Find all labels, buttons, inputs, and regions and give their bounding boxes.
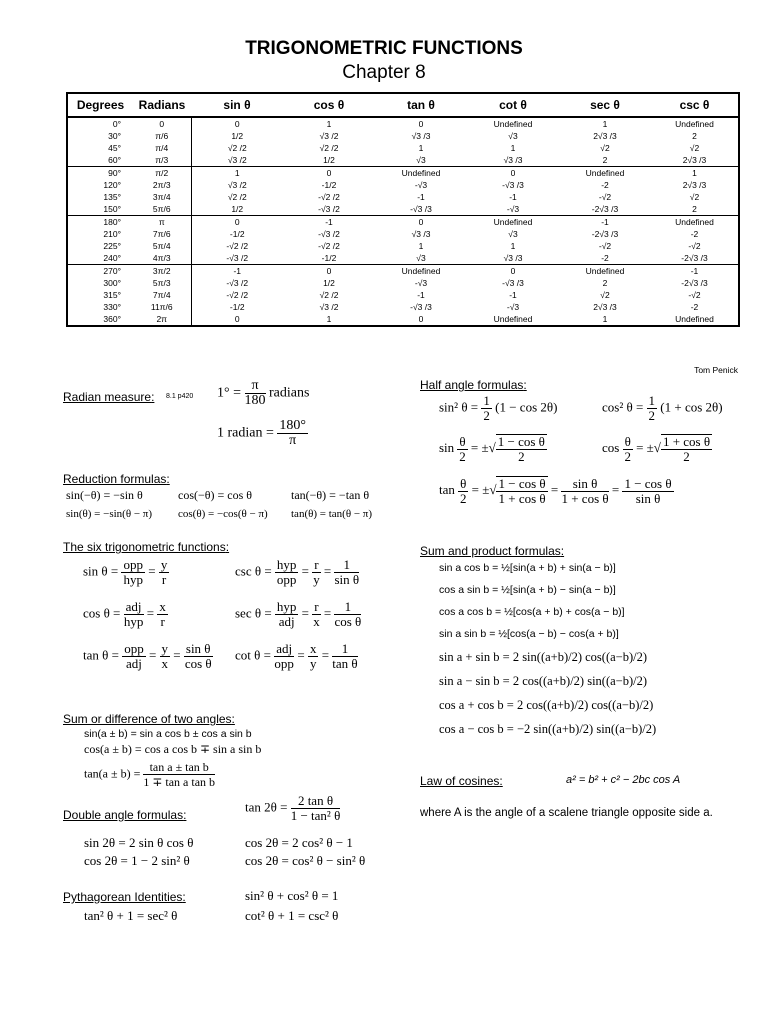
table-cell: -1/2	[229, 229, 245, 239]
table-row	[67, 289, 739, 301]
table-cell: 330°	[103, 302, 121, 312]
table-row	[67, 203, 739, 216]
reduction-line-1: sin(−θ) = −sin θ	[66, 488, 143, 502]
sec-definition: sec θ = $\frac{\text{hyp}}{\text{adj}}$ = $\frac{r}{x}$ = $\frac{1}{\text{cos θ}}$	[235, 599, 362, 629]
table-cell: √3 /2	[319, 302, 339, 312]
table-cell: 315°	[103, 290, 121, 300]
cos-sum-formula: cos(a ± b) = cos a cos b ∓ sin a sin b	[84, 742, 262, 756]
table-cell: Undefined	[651, 216, 739, 229]
table-cell: -√3 /2	[226, 253, 249, 263]
table-cell: -1	[509, 192, 517, 202]
table-cell: 3π/2	[133, 265, 191, 278]
law-of-cosines-heading: Law of cosines:	[420, 774, 503, 788]
sin-half-angle: sin $\frac{\theta}{2}$ = ±√ $\frac{\text{1 − cos θ}}{2}$	[439, 433, 545, 464]
pythagorean-identity-2: tan² θ + 1 = sec² θ	[84, 908, 178, 923]
column-header: tan θ	[375, 93, 467, 117]
table-cell: 90°	[67, 167, 133, 180]
table-row	[67, 117, 739, 130]
table-cell: -√3 /3	[502, 278, 524, 288]
table-cell: 0	[283, 167, 375, 180]
table-cell: √2	[600, 290, 610, 300]
table-cell: 5π/4	[133, 240, 191, 252]
table-cell: √3 /3	[503, 253, 523, 263]
table-cell: √3 /3	[503, 155, 523, 165]
tan-double-formula: tan 2θ = $\frac{\text{2 tan θ}}{\text{1 − tan² θ}}$	[245, 793, 341, 823]
column-header: Radians	[133, 93, 191, 117]
table-cell: -1	[509, 290, 517, 300]
table-cell: -√3 /3	[410, 204, 432, 214]
table-row	[67, 228, 739, 240]
table-row	[67, 130, 739, 142]
table-cell: 120°	[103, 180, 121, 190]
sin-sum-formula: sin(a ± b) = sin a cos b ± cos a sin b	[84, 728, 252, 740]
table-cell: -1/2	[321, 180, 337, 190]
column-header: csc θ	[651, 93, 739, 117]
table-cell: 1	[283, 117, 375, 130]
table-cell: 60°	[108, 155, 121, 165]
table-cell: 2√3 /3	[593, 302, 617, 312]
page-subtitle: Chapter 8	[342, 62, 426, 83]
table-cell: -√3 /3	[502, 180, 524, 190]
column-header: sin θ	[191, 93, 283, 117]
table-cell: √3 /2	[227, 180, 247, 190]
table-cell: √2 /2	[227, 192, 247, 202]
cot-definition: cot θ = $\frac{\text{adj}}{\text{opp}}$ = $\frac{x}{y}$ = $\frac{1}{\text{tan θ}}$	[235, 641, 358, 671]
table-cell: 1	[418, 241, 424, 251]
table-cell: -√2 /2	[226, 241, 249, 251]
table-cell: 0	[191, 117, 283, 130]
table-cell: -1	[559, 216, 651, 229]
table-cell: 5π/3	[133, 277, 191, 289]
table-cell: π/2	[133, 167, 191, 180]
degree-to-radian-eq: 1° = $\frac{\pi}{180}$ radians	[217, 378, 310, 408]
table-cell: 2π/3	[133, 179, 191, 191]
table-cell: 0	[375, 117, 467, 130]
table-cell: 225°	[103, 241, 121, 251]
reduction-line-2: sin(θ) = −sin(θ − π)	[66, 508, 153, 520]
table-cell: 0	[283, 265, 375, 278]
sum-product-heading: Sum and product formulas:	[420, 544, 565, 558]
table-cell: 7π/4	[133, 289, 191, 301]
table-cell: -2√3 /3	[591, 229, 619, 239]
table-cell: 135°	[103, 192, 121, 202]
table-cell: -2√3 /3	[681, 278, 708, 288]
table-cell: -√3	[414, 180, 428, 190]
csc-definition: csc θ = $\frac{\text{hyp}}{\text{opp}}$ = $\frac{r}{y}$ = $\frac{1}{\text{sin θ}}$	[235, 557, 360, 587]
table-row	[67, 154, 739, 167]
table-row	[67, 216, 739, 229]
table-cell: 4π/3	[133, 252, 191, 265]
table-header-row	[67, 93, 739, 117]
table-cell: 1	[191, 167, 283, 180]
table-row	[67, 277, 739, 289]
table-cell: -1	[651, 265, 739, 278]
table-cell: 1	[510, 143, 516, 153]
table-cell: √2	[689, 143, 700, 153]
table-cell: -2	[690, 229, 699, 239]
sum-product-line-7: cos a + cos b = 2 cos((a+b)/2) cos((a−b)/2)	[439, 698, 654, 712]
sum-product-line-4: sin a sin b = ½[cos(a − b) − cos(a + b)]	[439, 628, 619, 640]
radian-to-degree-eq: 1 radian = $\frac{180^\circ}{\pi}$	[217, 418, 306, 448]
table-cell: -2	[601, 253, 609, 263]
pythagorean-identity-1: sin² θ + cos² θ = 1	[245, 888, 339, 903]
table-cell: 300°	[103, 278, 121, 288]
table-cell: Undefined	[375, 265, 467, 278]
table-cell: 2√3 /3	[682, 155, 707, 165]
table-cell: 2√3 /3	[593, 131, 617, 141]
table-cell: √3	[508, 229, 518, 239]
table-cell: 0	[375, 216, 467, 229]
table-cell: -1	[191, 265, 283, 278]
cos-double-formula-3: cos 2θ = cos² θ − sin² θ	[245, 853, 366, 868]
table-cell: -1/2	[321, 253, 337, 263]
half-angle-heading: Half angle formulas:	[420, 378, 527, 392]
table-cell: 180°	[67, 216, 133, 229]
table-cell: 1	[418, 143, 424, 153]
cos-squared-half: cos² θ = $\frac{1}{2}$ (1 + cos 2θ)	[602, 393, 723, 423]
sin-double-formula: sin 2θ = 2 sin θ cos θ	[84, 835, 194, 850]
sum-product-line-2: cos a sin b = ½[sin(a + b) − sin(a − b)]	[439, 584, 616, 596]
law-of-cosines-formula: a² = b² + c² − 2bc cos A	[566, 774, 681, 786]
table-cell: √2 /2	[319, 143, 339, 153]
table-cell: √3 /3	[411, 131, 431, 141]
table-cell: √3 /2	[227, 155, 247, 165]
table-row	[67, 142, 739, 154]
table-cell: -√3 /2	[318, 204, 340, 214]
pythagorean-heading: Pythagorean Identities:	[63, 890, 186, 904]
table-cell: -1/2	[229, 302, 245, 312]
radian-measure-heading: Radian measure:	[63, 390, 155, 404]
table-cell: 11π/6	[133, 301, 191, 313]
table-cell: Undefined	[467, 117, 559, 130]
table-cell: √2	[600, 143, 610, 153]
column-header: cos θ	[283, 93, 375, 117]
table-cell: 2	[602, 278, 608, 288]
table-cell: 0	[191, 216, 283, 229]
table-cell: -√3	[506, 302, 520, 312]
table-cell: 270°	[67, 265, 133, 278]
table-cell: -1	[283, 216, 375, 229]
tan-half-angle: tan $\frac{\theta}{2}$ = ±√ $\frac{\text{1 − cos θ}}{\text{1 + cos θ}}$ = $\frac{\text{sin θ}}{\text{1 + cos θ}}$ = $\frac{\text{1 − cos θ}}{\text{sin θ}}$	[439, 475, 672, 506]
table-cell: -√2 /2	[226, 290, 249, 300]
table-cell: 1	[510, 241, 516, 251]
table-cell: -1	[417, 192, 425, 202]
table-body	[67, 117, 739, 326]
table-cell: 0°	[67, 117, 133, 130]
table-cell: Undefined	[375, 167, 467, 180]
table-cell: -2	[690, 302, 699, 312]
table-cell: -√2	[688, 290, 701, 300]
table-cell: 240°	[103, 253, 121, 263]
table-cell: 0	[467, 265, 559, 278]
pythagorean-identity-3: cot² θ + 1 = csc² θ	[245, 908, 339, 923]
reduction-cos-shift: cos(θ) = −cos(θ − π)	[178, 508, 268, 520]
table-cell: Undefined	[651, 117, 739, 130]
table-cell: -2	[601, 180, 609, 190]
table-cell: -√3	[506, 204, 520, 214]
table-cell: -√3	[414, 278, 428, 288]
table-cell: -√2	[598, 241, 612, 251]
sin-squared-half: sin² θ = $\frac{1}{2}$ (1 − cos 2θ)	[439, 393, 558, 423]
table-cell: Undefined	[559, 265, 651, 278]
table-cell: 45°	[108, 143, 121, 153]
table-cell: 2√3 /3	[682, 180, 707, 190]
sum-product-line-8: cos a − cos b = −2 sin((a+b)/2) sin((a−b)/2)	[439, 722, 657, 736]
table-cell: Undefined	[467, 216, 559, 229]
tan-sum-formula: tan(a ± b) = $\frac{\text{tan a ± tan b}}{\text{1 ∓ tan a tan b}}$	[84, 760, 216, 789]
table-cell: 2	[692, 204, 697, 214]
sum-product-line-6: sin a − sin b = 2 cos((a+b)/2) sin((a−b)/2)	[439, 674, 648, 688]
table-cell: 30°	[108, 131, 121, 141]
table-cell: Undefined	[493, 314, 533, 324]
table-cell: -√2	[688, 241, 701, 251]
table-cell: 1/2	[323, 155, 335, 165]
column-header: cot θ	[467, 93, 559, 117]
table-cell: 1/2	[323, 278, 335, 288]
table-cell: 1	[559, 117, 651, 130]
sum-difference-heading: Sum or difference of two angles:	[63, 712, 235, 726]
table-cell: √3	[508, 131, 518, 141]
table-cell: -√2 /2	[318, 192, 340, 202]
table-row	[67, 252, 739, 265]
table-cell: √2	[689, 192, 700, 202]
table-cell: 1/2	[231, 204, 244, 214]
table-cell: 0	[418, 314, 424, 324]
table-row	[67, 191, 739, 203]
cos-double-formula-2: cos 2θ = 1 − 2 sin² θ	[84, 853, 190, 868]
table-cell: 0	[467, 167, 559, 180]
table-cell: -√3 /2	[318, 229, 340, 239]
sum-product-line-5: sin a + sin b = 2 sin((a+b)/2) cos((a−b)/2)	[439, 650, 648, 664]
reduction-cos-neg: cos(−θ) = cos θ	[178, 488, 253, 502]
table-cell: 1	[651, 167, 739, 180]
table-cell: Undefined	[675, 314, 714, 324]
tan-definition: tan θ = $\frac{\text{opp}}{\text{adj}}$ = $\frac{y}{x}$ = $\frac{\text{sin θ}}{\text{cos θ}}$	[83, 641, 212, 671]
table-cell: 2π	[133, 313, 191, 326]
six-functions-heading: The six trigonometric functions:	[63, 540, 230, 554]
page-title: TRIGONOMETRIC FUNCTIONS	[245, 38, 523, 59]
table-cell: π/4	[133, 142, 191, 154]
reduction-heading: Reduction formulas:	[63, 472, 170, 486]
table-cell: √2 /2	[227, 143, 247, 153]
table-cell: -√2	[598, 192, 612, 202]
table-cell: 1/2	[231, 131, 244, 141]
table-row	[67, 179, 739, 191]
table-cell: -√2 /2	[318, 241, 340, 251]
table-row	[67, 301, 739, 313]
table-cell: 210°	[103, 229, 121, 239]
table-cell: 0	[234, 314, 240, 324]
table-cell: 0	[133, 117, 191, 130]
cos-double-formula-1: cos 2θ = 2 cos² θ − 1	[245, 835, 353, 850]
table-cell: -2√3 /3	[591, 204, 619, 214]
table-cell: 2	[692, 131, 697, 141]
reduction-tan-neg: tan(−θ) = −tan θ	[291, 488, 370, 502]
table-cell: -√3 /2	[226, 278, 249, 288]
table-cell: π/6	[133, 130, 191, 142]
author-credit: Tom Penick	[694, 365, 738, 375]
table-cell: -1	[417, 290, 425, 300]
cos-definition: cos θ = $\frac{\text{adj}}{\text{hyp}}$ = $\frac{x}{r}$	[83, 599, 166, 629]
sum-product-line-3: cos a cos b = ½[cos(a + b) + cos(a − b)]	[439, 606, 625, 618]
table-cell: √2 /2	[319, 290, 339, 300]
table-cell: 360°	[103, 314, 121, 324]
table-cell: √3	[416, 253, 426, 263]
double-angle-heading: Double angle formulas:	[63, 808, 187, 822]
table-cell: √3 /2	[319, 131, 339, 141]
table-cell: √3	[416, 155, 426, 165]
table-cell: 5π/6	[133, 203, 191, 216]
cos-half-angle: cos $\frac{\theta}{2}$ = ±√ $\frac{\text{1 + cos θ}}{2}$	[602, 433, 711, 464]
radian-measure-ref: 8.1 p420	[166, 393, 194, 400]
table-cell: 2	[602, 155, 608, 165]
table-row	[67, 265, 739, 278]
table-cell: √3 /3	[411, 229, 431, 239]
table-cell: 150°	[103, 204, 121, 214]
trig-values-table	[66, 92, 740, 327]
column-header: sec θ	[559, 93, 651, 117]
table-cell: π/3	[133, 154, 191, 167]
table-cell: -√3 /3	[410, 302, 432, 312]
sin-definition: sin θ = $\frac{\text{opp}}{\text{hyp}}$ = $\frac{y}{r}$	[83, 557, 168, 587]
table-cell: 1	[602, 314, 608, 324]
reduction-tan-shift: tan(θ) = tan(θ − π)	[291, 508, 373, 520]
table-cell: 7π/6	[133, 228, 191, 240]
sum-product-line-1: sin a cos b = ½[sin(a + b) + sin(a − b)]	[439, 562, 616, 574]
law-of-cosines-note: where A is the angle of a scalene triangle opposite side a.	[420, 807, 713, 819]
table-row	[67, 313, 739, 326]
table-cell: Undefined	[559, 167, 651, 180]
table-row	[67, 167, 739, 180]
table-cell: 1	[326, 314, 332, 324]
column-header: Degrees	[67, 93, 133, 117]
table-cell: 3π/4	[133, 191, 191, 203]
table-cell: -2√3 /3	[681, 253, 708, 263]
table-cell: π	[133, 216, 191, 229]
table-row	[67, 240, 739, 252]
